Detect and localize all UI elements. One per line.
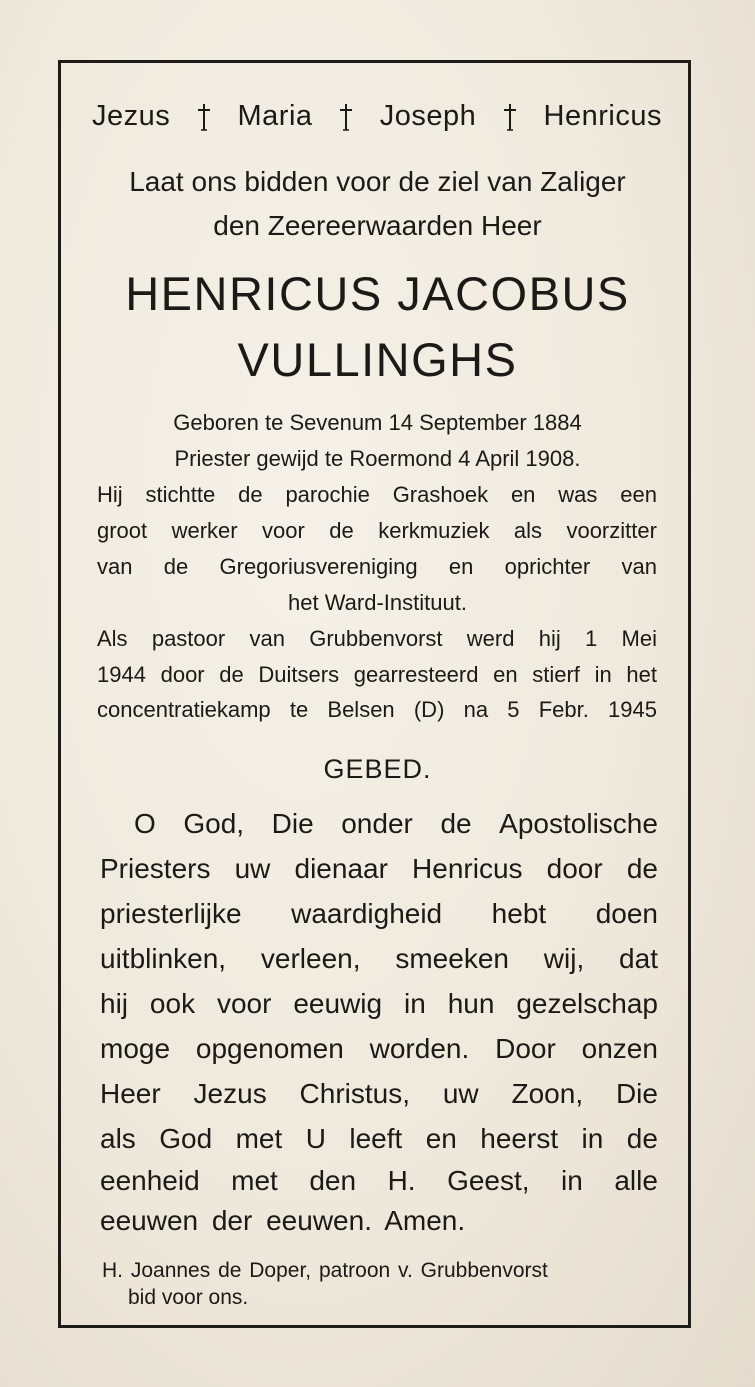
prayer-line [100, 1078, 658, 1110]
bio-line [97, 697, 657, 723]
word: waardigheid [291, 898, 443, 929]
word: Door [495, 1033, 556, 1064]
word: wij, [543, 943, 585, 974]
word: een [620, 482, 657, 507]
word: hebt [491, 898, 547, 929]
footer-line-2: bid voor ons. [128, 1286, 249, 1309]
word: was [558, 482, 598, 507]
word: Die [615, 1078, 658, 1109]
word: den [309, 1165, 357, 1196]
word: Zoon, [511, 1078, 584, 1109]
word: God [159, 1123, 213, 1154]
word: God, [183, 808, 245, 839]
word: O [134, 808, 156, 839]
word: met [231, 1165, 278, 1196]
word: werker [171, 518, 238, 543]
word: stichtte [145, 482, 216, 507]
word: H. [387, 1165, 416, 1196]
word: verleen, [260, 943, 361, 974]
word: en [448, 554, 474, 579]
prayer-line [100, 853, 658, 885]
word: de [440, 808, 472, 839]
word: van [621, 554, 657, 579]
word: van [97, 554, 133, 579]
word: onzen [581, 1033, 658, 1064]
bio-line [97, 554, 657, 580]
word: concentratiekamp [97, 697, 271, 722]
word: priesterlijke [100, 898, 242, 929]
word: stierf [532, 662, 580, 687]
word: opgenomen [195, 1033, 344, 1064]
prayer-line [100, 1033, 658, 1065]
word: gezelschap [516, 988, 658, 1019]
prayer-line [100, 943, 658, 975]
word: dat [619, 943, 658, 974]
word: groot [97, 518, 148, 543]
word: onder [341, 808, 413, 839]
word: Henricus [412, 853, 523, 884]
word: hij [538, 626, 561, 651]
word: de [626, 853, 658, 884]
bio-line [97, 662, 657, 688]
cross-icon [337, 102, 355, 132]
word: de [219, 662, 244, 687]
word: doen [595, 898, 658, 929]
prayer-line [100, 988, 658, 1020]
word: Grubbenvorst [309, 626, 443, 651]
word: door [546, 853, 603, 884]
word: na [463, 697, 489, 722]
word: voor [262, 518, 305, 543]
invocation-word: Joseph [379, 100, 477, 132]
word: als [100, 1123, 136, 1154]
bio-line [97, 482, 657, 508]
word: 1945 [608, 697, 657, 722]
word: moge [100, 1033, 171, 1064]
word: Febr. [538, 697, 589, 722]
word: U [305, 1123, 326, 1154]
word: de [163, 554, 189, 579]
birth-line: Geboren te Sevenum 14 September 1884 [173, 410, 582, 435]
word: smeeken [395, 943, 509, 974]
prayer-last-line: eeuwen der eeuwen. Amen. [100, 1205, 466, 1236]
word: in [561, 1165, 583, 1196]
deceased-name-line-1: HENRICUS JACOBUS [125, 267, 630, 320]
word: 1944 [97, 662, 146, 687]
word: eeuwig [293, 988, 383, 1019]
word: met [235, 1123, 283, 1154]
word: worden. [369, 1033, 470, 1064]
word: dienaar [294, 853, 388, 884]
intro-line-2: den Zeereerwaarden Heer [213, 210, 542, 241]
word: werd [466, 626, 515, 651]
word: de [238, 482, 263, 507]
word: Geest, [447, 1165, 530, 1196]
word: gearresteerd [353, 662, 479, 687]
word: ook [149, 988, 196, 1019]
word: Duitsers [258, 662, 340, 687]
cross-icon [501, 102, 519, 132]
word: uw [234, 853, 271, 884]
invocation-line [92, 100, 662, 133]
prayer-line [100, 1123, 658, 1155]
word: 5 [507, 697, 520, 722]
word: en [493, 662, 518, 687]
word: Grashoek [392, 482, 489, 507]
prayer-line [134, 808, 658, 840]
word: door [160, 662, 205, 687]
ordination-line: Priester gewijd te Roermond 4 April 1908. [174, 446, 581, 471]
word: Apostolische [499, 808, 658, 839]
word: van [249, 626, 285, 651]
word: uitblinken, [100, 943, 227, 974]
invocation-word: Henricus [543, 100, 662, 132]
word: in [581, 1123, 604, 1154]
word: Die [271, 808, 314, 839]
word: in [594, 662, 612, 687]
word: pastoor [151, 626, 226, 651]
word: te [289, 697, 309, 722]
word: uw [442, 1078, 479, 1109]
word: in [404, 988, 426, 1019]
word: Als [97, 626, 128, 651]
prayer-line [100, 1165, 658, 1197]
word: Belsen [327, 697, 395, 722]
prayer-line [100, 898, 658, 930]
word: hun [447, 988, 495, 1019]
bio-line [97, 518, 657, 544]
word: de [626, 1123, 658, 1154]
deceased-name-line-2: VULLINGHS [237, 333, 518, 386]
word: de [329, 518, 354, 543]
footer-line-1: H. Joannes de Doper, patroon v. Grubbenvorst [102, 1259, 548, 1282]
word: kerkmuziek [378, 518, 490, 543]
word: het [626, 662, 657, 687]
intro-line-1: Laat ons bidden voor de ziel van Zaliger [129, 166, 626, 197]
word: Jezus [193, 1078, 267, 1109]
word: Heer [100, 1078, 161, 1109]
word: Mei [621, 626, 657, 651]
word: heerst [480, 1123, 559, 1154]
word: hij [100, 988, 129, 1019]
invocation-word: Jezus [92, 100, 171, 132]
bio-line [97, 626, 657, 652]
word: en [425, 1123, 457, 1154]
prayer-title: GEBED. [323, 754, 432, 784]
word: leeft [349, 1123, 403, 1154]
bio-line: het Ward-Instituut. [288, 590, 467, 615]
word: oprichter [504, 554, 591, 579]
word: Priesters [100, 853, 211, 884]
word: Gregoriusvereniging [219, 554, 418, 579]
word: voor [216, 988, 272, 1019]
word: voorzitter [566, 518, 657, 543]
word: parochie [285, 482, 370, 507]
word: en [510, 482, 536, 507]
word: Hij [97, 482, 123, 507]
word: (D) [413, 697, 445, 722]
word: als [513, 518, 543, 543]
invocation-word: Maria [237, 100, 313, 132]
word: eenheid [100, 1165, 200, 1196]
word: Christus, [299, 1078, 411, 1109]
cross-icon [195, 102, 213, 132]
word: 1 [585, 626, 598, 651]
word: alle [614, 1165, 658, 1196]
